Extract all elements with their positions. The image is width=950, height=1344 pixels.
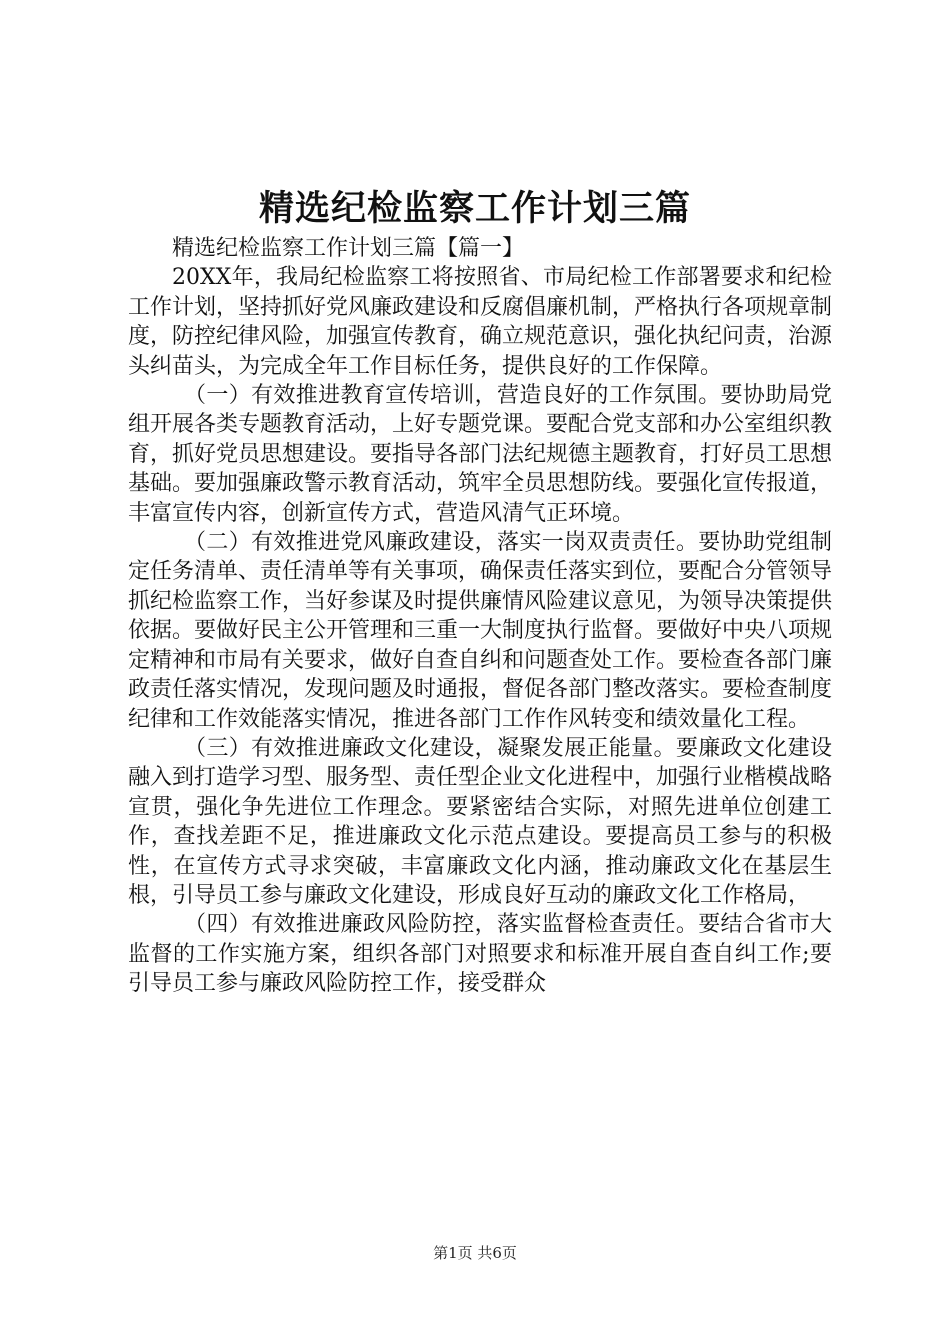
page-number-footer: 第1页 共6页: [433, 1244, 517, 1262]
section-three-paragraph: （三）有效推进廉政文化建设，凝聚发展正能量。要廉政文化建设融入到打造学习型、服务型、责任型企业文化进程中，加强行业楷模战略宣贯，强化争先进位工作理念。要紧密结合实际，对照先进单位创建工作，查找差距不足，推进廉政文化示范点建设。要提高员工参与的积极性，在宣传方式寻求突破，丰富廉政文化内涵，推动廉政文化在基层生根，引导员工参与廉政文化建设，形成良好互动的廉政文化工作格局，: [128, 735, 833, 908]
intro-paragraph: 20XX年，我局纪检监察工将按照省、市局纪检工作部署要求和纪检工作计划，坚持抓好党风廉政建设和反腐倡廉机制，严格执行各项规章制度，防控纪律风险，加强宣传教育，确立规范意识，强化执纪问责，治源头纠苗头，为完成全年工作目标任务，提供良好的工作保障。: [128, 265, 833, 379]
document-body: [128, 234, 832, 999]
section-two-paragraph: （二）有效推进党风廉政建设，落实一岗双责责任。要协助党组制定任务清单、责任清单等有关事项，确保责任落实到位，要配合分管领导抓纪检监察工作，当好参谋及时提供廉情风险建议意见，为领导决策提供依据。要做好民主公开管理和三重一大制度执行监督。要做好中央八项规定精神和市局有关要求，做好自查自纠和问题查处工作。要检查各部门廉政责任落实情况，发现问题及时通报，督促各部门整改落实。要检查制度纪律和工作效能落实情况，推进各部门工作作风转变和绩效量化工程。: [128, 530, 833, 732]
section-four-paragraph: （四）有效推进廉政风险防控，落实监督检查责任。要结合省市大监督的工作实施方案，组织各部门对照要求和标准开展自查自纠工作;要引导员工参与廉政风险防控工作，接受群众: [128, 912, 832, 997]
section-heading-paragraph: 精选纪检监察工作计划三篇【篇一】: [172, 236, 525, 261]
document-title: 精选纪检监察工作计划三篇: [258, 188, 691, 229]
section-one-paragraph: （一）有效推进教育宣传培训，营造良好的工作氛围。要协助局党组开展各类专题教育活动，上好专题党课。要配合党支部和办公室组织教育，抓好党员思想建设。要指导各部门法纪规德主题教育，打好员工思想基础。要加强廉政警示教育活动，筑牢全员思想防线。要强化宣传报道，丰富宣传内容，创新宣传方式，营造风清气正环境。: [128, 383, 833, 526]
